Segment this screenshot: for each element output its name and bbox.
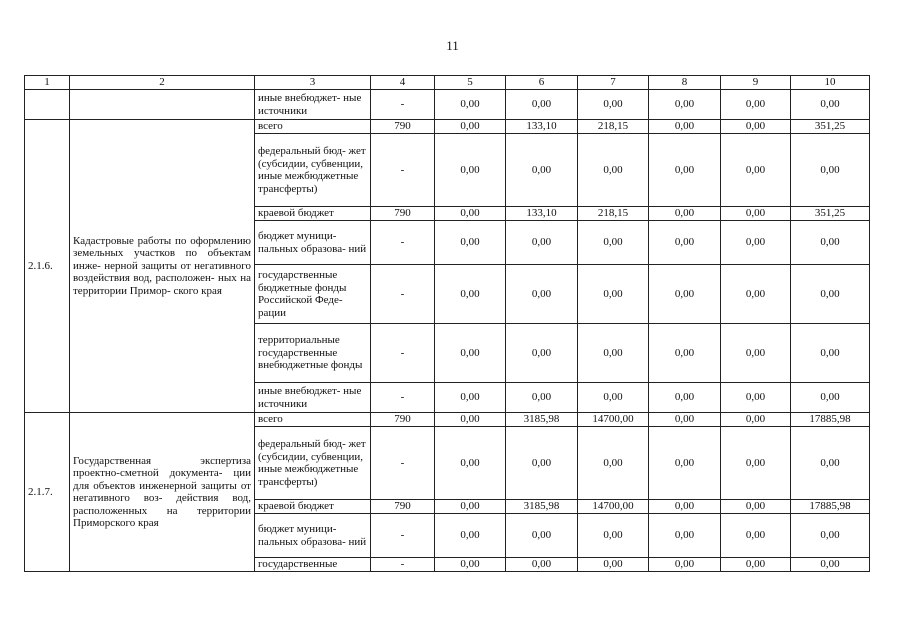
value-cell: 0,00 bbox=[649, 558, 721, 572]
value-cell: - bbox=[371, 134, 435, 207]
value-cell: 0,00 bbox=[435, 207, 506, 221]
value-cell: 0,00 bbox=[578, 558, 649, 572]
table-row bbox=[25, 413, 870, 427]
value-cell: 0,00 bbox=[506, 558, 578, 572]
column-number: 9 bbox=[721, 76, 791, 90]
funding-source: государственные bbox=[255, 558, 371, 572]
value-cell: - bbox=[371, 221, 435, 265]
value-cell: 3185,98 bbox=[506, 413, 578, 427]
value-cell: 790 bbox=[371, 120, 435, 134]
column-number: 5 bbox=[435, 76, 506, 90]
value-cell: 790 bbox=[371, 500, 435, 514]
column-number: 3 bbox=[255, 76, 371, 90]
value-cell: 0,00 bbox=[578, 265, 649, 324]
value-cell: - bbox=[371, 324, 435, 383]
column-number: 7 bbox=[578, 76, 649, 90]
value-cell: 0,00 bbox=[721, 514, 791, 558]
budget-table bbox=[24, 75, 870, 572]
value-cell: 0,00 bbox=[649, 383, 721, 413]
funding-source: краевой бюджет bbox=[255, 500, 371, 514]
value-cell: 0,00 bbox=[791, 324, 870, 383]
value-cell: 0,00 bbox=[721, 120, 791, 134]
value-cell: 0,00 bbox=[791, 90, 870, 120]
funding-source: всего bbox=[255, 120, 371, 134]
value-cell: 0,00 bbox=[578, 383, 649, 413]
value-cell: 3185,98 bbox=[506, 500, 578, 514]
value-cell: - bbox=[371, 265, 435, 324]
value-cell: 0,00 bbox=[721, 90, 791, 120]
value-cell: 351,25 bbox=[791, 207, 870, 221]
value-cell: 0,00 bbox=[721, 324, 791, 383]
value-cell: 0,00 bbox=[721, 413, 791, 427]
value-cell: 0,00 bbox=[721, 500, 791, 514]
column-number: 8 bbox=[649, 76, 721, 90]
value-cell: 0,00 bbox=[435, 265, 506, 324]
value-cell: - bbox=[371, 383, 435, 413]
value-cell: 0,00 bbox=[435, 90, 506, 120]
funding-source: всего bbox=[255, 413, 371, 427]
value-cell: 790 bbox=[371, 413, 435, 427]
value-cell: 0,00 bbox=[649, 265, 721, 324]
value-cell: 0,00 bbox=[506, 134, 578, 207]
funding-source: федеральный бюд- жет (субсидии, субвенции, иные межбюджетные трансферты) bbox=[255, 134, 371, 207]
funding-source: иные внебюджет- ные источники bbox=[255, 383, 371, 413]
value-cell: 0,00 bbox=[649, 134, 721, 207]
funding-source: бюджет муници- пальных образова- ний bbox=[255, 221, 371, 265]
item-name: Кадастровые работы по оформлению земельных участков по объектам инже- нерной защиты от негативного воздействия вод, расположен- ных на территории Примор- ского края bbox=[70, 120, 255, 413]
value-cell: 0,00 bbox=[578, 134, 649, 207]
value-cell: 0,00 bbox=[721, 383, 791, 413]
value-cell: 0,00 bbox=[791, 134, 870, 207]
value-cell: 0,00 bbox=[791, 383, 870, 413]
value-cell: 351,25 bbox=[791, 120, 870, 134]
value-cell: 0,00 bbox=[721, 427, 791, 500]
value-cell: 0,00 bbox=[578, 514, 649, 558]
value-cell: 0,00 bbox=[791, 221, 870, 265]
value-cell: 0,00 bbox=[578, 427, 649, 500]
value-cell: - bbox=[371, 90, 435, 120]
value-cell: 0,00 bbox=[649, 324, 721, 383]
item-number: 2.1.7. bbox=[25, 413, 70, 572]
value-cell: 0,00 bbox=[721, 207, 791, 221]
value-cell: 133,10 bbox=[506, 120, 578, 134]
value-cell: 0,00 bbox=[721, 134, 791, 207]
value-cell: 0,00 bbox=[791, 427, 870, 500]
value-cell: 0,00 bbox=[435, 413, 506, 427]
funding-source: краевой бюджет bbox=[255, 207, 371, 221]
item-number: 2.1.6. bbox=[25, 120, 70, 413]
value-cell: 0,00 bbox=[791, 265, 870, 324]
funding-source: территориальные государственные внебюджетные фонды bbox=[255, 324, 371, 383]
value-cell: 0,00 bbox=[435, 427, 506, 500]
value-cell: 0,00 bbox=[506, 90, 578, 120]
value-cell: 0,00 bbox=[578, 90, 649, 120]
value-cell: 0,00 bbox=[649, 207, 721, 221]
value-cell: 0,00 bbox=[506, 324, 578, 383]
value-cell: 0,00 bbox=[649, 427, 721, 500]
value-cell: 14700,00 bbox=[578, 500, 649, 514]
value-cell: 0,00 bbox=[649, 514, 721, 558]
value-cell: 0,00 bbox=[791, 558, 870, 572]
value-cell: 14700,00 bbox=[578, 413, 649, 427]
value-cell: 0,00 bbox=[435, 558, 506, 572]
value-cell: 0,00 bbox=[721, 558, 791, 572]
funding-source: бюджет муници- пальных образова- ний bbox=[255, 514, 371, 558]
value-cell: 0,00 bbox=[791, 514, 870, 558]
value-cell: 0,00 bbox=[506, 427, 578, 500]
value-cell: - bbox=[371, 514, 435, 558]
value-cell: 0,00 bbox=[435, 500, 506, 514]
column-number: 10 bbox=[791, 76, 870, 90]
value-cell: 0,00 bbox=[649, 500, 721, 514]
value-cell: 133,10 bbox=[506, 207, 578, 221]
value-cell: 0,00 bbox=[578, 221, 649, 265]
value-cell: 0,00 bbox=[506, 383, 578, 413]
value-cell: - bbox=[371, 558, 435, 572]
value-cell: 0,00 bbox=[435, 134, 506, 207]
value-cell: 0,00 bbox=[435, 120, 506, 134]
column-number: 2 bbox=[70, 76, 255, 90]
funding-source: иные внебюджет- ные источники bbox=[255, 90, 371, 120]
column-number-row bbox=[25, 76, 870, 90]
item-number-cell bbox=[25, 90, 70, 120]
value-cell: 0,00 bbox=[435, 324, 506, 383]
value-cell: 0,00 bbox=[506, 221, 578, 265]
value-cell: 218,15 bbox=[578, 120, 649, 134]
value-cell: 0,00 bbox=[649, 90, 721, 120]
value-cell: 0,00 bbox=[506, 265, 578, 324]
value-cell: 17885,98 bbox=[791, 500, 870, 514]
table-row bbox=[25, 90, 870, 120]
column-number: 1 bbox=[25, 76, 70, 90]
value-cell: 0,00 bbox=[435, 514, 506, 558]
value-cell: 0,00 bbox=[649, 120, 721, 134]
column-number: 6 bbox=[506, 76, 578, 90]
value-cell: 218,15 bbox=[578, 207, 649, 221]
item-name-cell bbox=[70, 90, 255, 120]
value-cell: 17885,98 bbox=[791, 413, 870, 427]
value-cell: 790 bbox=[371, 207, 435, 221]
column-number: 4 bbox=[371, 76, 435, 90]
page-number: 11 bbox=[446, 38, 459, 53]
value-cell: 0,00 bbox=[649, 221, 721, 265]
value-cell: 0,00 bbox=[578, 324, 649, 383]
value-cell: 0,00 bbox=[435, 221, 506, 265]
table-row bbox=[25, 120, 870, 134]
value-cell: - bbox=[371, 427, 435, 500]
item-name: Государственная экспертиза проектно-сметной документа- ции для объектов инженерной защиты от негативного воз- действия вод, расположенных на территории Приморского края bbox=[70, 413, 255, 572]
value-cell: 0,00 bbox=[435, 383, 506, 413]
funding-source: государственные бюджетные фонды Российской Феде- рации bbox=[255, 265, 371, 324]
value-cell: 0,00 bbox=[506, 514, 578, 558]
funding-source: федеральный бюд- жет (субсидии, субвенции, иные межбюджетные трансферты) bbox=[255, 427, 371, 500]
value-cell: 0,00 bbox=[649, 413, 721, 427]
value-cell: 0,00 bbox=[721, 265, 791, 324]
value-cell: 0,00 bbox=[721, 221, 791, 265]
